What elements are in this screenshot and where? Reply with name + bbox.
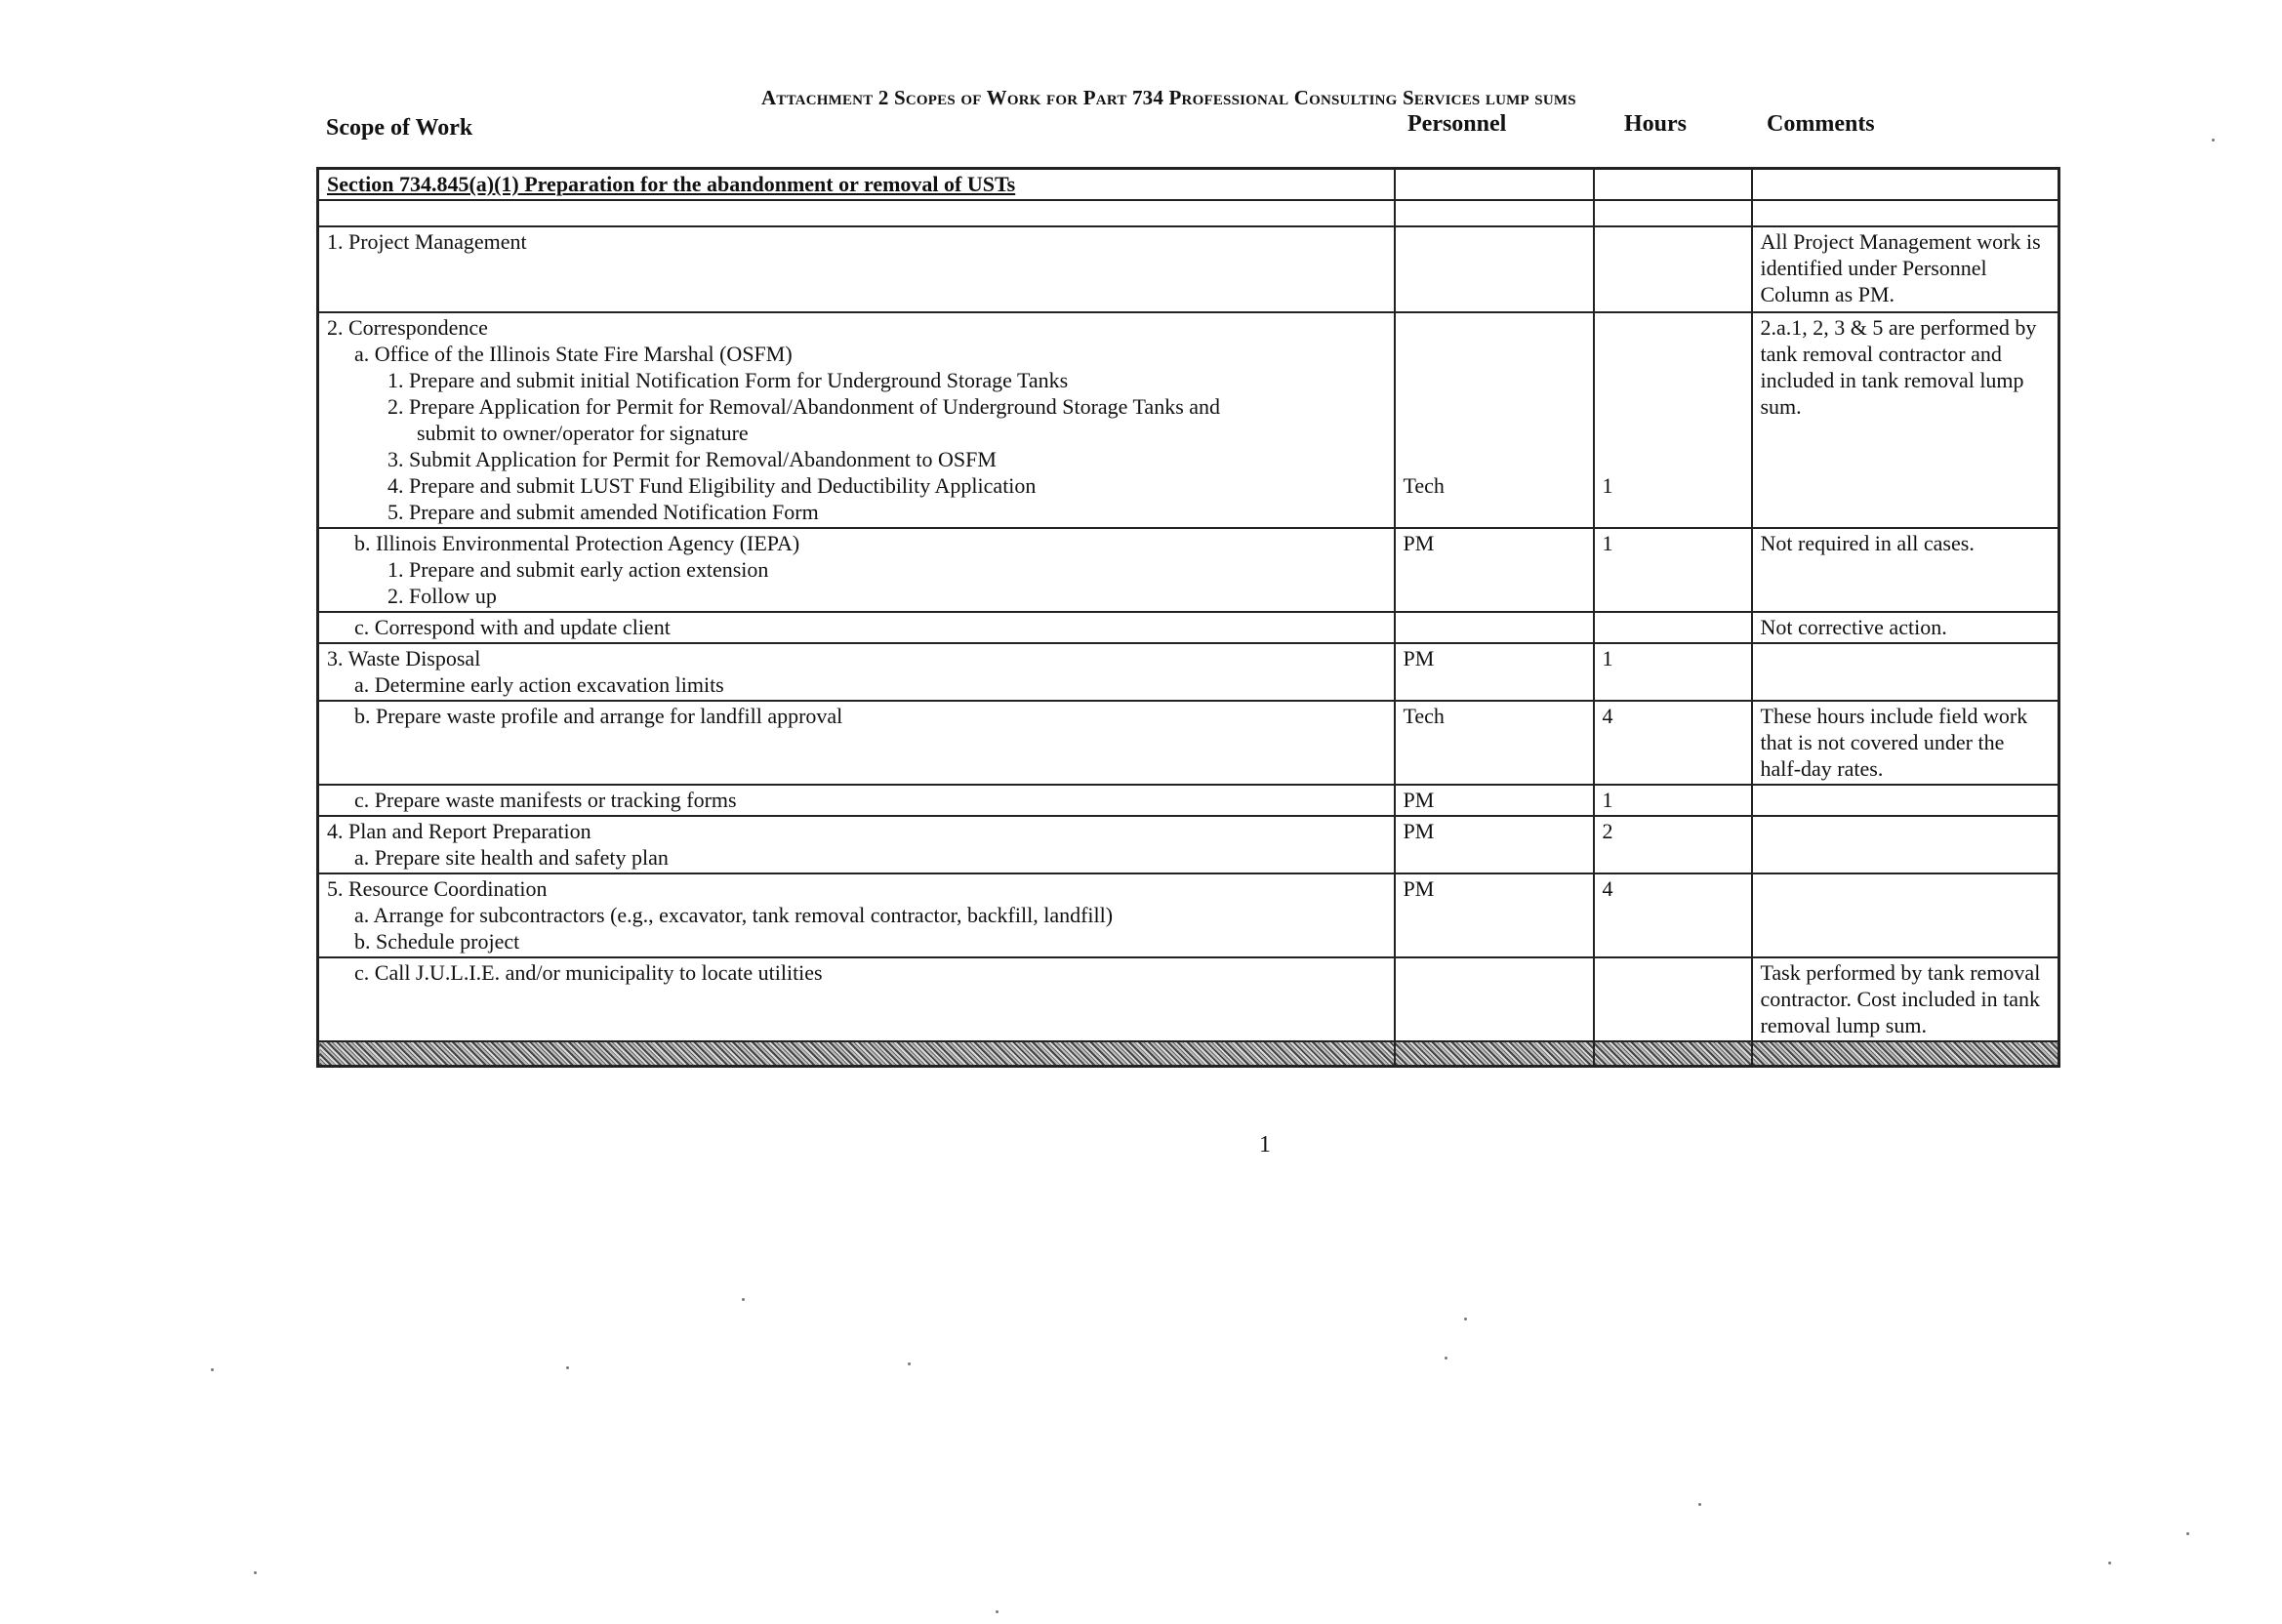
header-scope-of-work: Scope of Work: [326, 115, 473, 141]
table-row: [318, 226, 2059, 312]
personnel-cell: PM: [1395, 816, 1594, 873]
hours-cell: 4: [1594, 701, 1752, 785]
scope-line: 4. Plan and Report Preparation: [327, 819, 591, 843]
scope-line: 3. Waste Disposal: [327, 646, 481, 670]
comments-cell: Task performed by tank removal contractor. Cost included in tank removal lump sum.: [1752, 957, 2059, 1041]
scan-speck: [742, 1298, 745, 1301]
scope-line: 2. Prepare Application for Permit for Removal/Abandonment of Underground Storage Tanks and: [387, 394, 1221, 419]
table-row: [318, 312, 2059, 528]
table-row: [318, 701, 2059, 785]
scope-line: submit to owner/operator for signature: [417, 421, 749, 445]
scan-speck: [1698, 1503, 1701, 1506]
scope-line: 2. Follow up: [387, 584, 497, 608]
table-row: [318, 873, 2059, 957]
header-hours: Hours: [1624, 111, 1688, 137]
comments-cell: [1752, 816, 2059, 873]
document-title: Attachment 2 Scopes of Work for Part 734 Professional Consulting Services lump sums: [761, 86, 1576, 109]
header-comments: Comments: [1767, 111, 1875, 137]
hours-cell: [1594, 957, 1752, 1041]
hours-cell: 2: [1594, 816, 1752, 873]
scope-line: b. Prepare waste profile and arrange for landfill approval: [354, 704, 843, 728]
scope-line: 1. Project Management: [327, 229, 527, 254]
personnel-cell: PM: [1395, 785, 1594, 816]
comments-cell: Not corrective action.: [1752, 612, 2059, 643]
table-row: [318, 816, 2059, 873]
scan-speck: [1464, 1318, 1467, 1320]
scan-speck: [908, 1362, 911, 1365]
personnel-cell: [1395, 612, 1594, 643]
table-row: [318, 612, 2059, 643]
personnel-cell: PM: [1395, 873, 1594, 957]
scan-speck: [566, 1366, 569, 1369]
scope-line: b. Illinois Environmental Protection Agency (IEPA): [354, 531, 800, 555]
scan-speck: [2212, 139, 2215, 142]
table-row: [318, 643, 2059, 701]
hours-cell: 4: [1594, 873, 1752, 957]
scope-line: 3. Submit Application for Permit for Removal/Abandonment to OSFM: [387, 447, 997, 471]
scan-speck: [254, 1571, 257, 1574]
blank-row: [318, 200, 2059, 226]
personnel-cell: PM: [1395, 643, 1594, 701]
page-number: 1: [1259, 1132, 1271, 1157]
scope-line: a. Determine early action excavation limits: [354, 672, 724, 697]
comments-cell: [1752, 643, 2059, 701]
scan-speck: [996, 1610, 998, 1613]
scope-line: 5. Prepare and submit amended Notification Form: [387, 500, 819, 524]
scope-line: a. Prepare site health and safety plan: [354, 845, 669, 870]
personnel-cell: Tech: [1395, 312, 1594, 528]
scope-line: 2. Correspondence: [327, 315, 488, 340]
section-heading: Section 734.845(a)(1) Preparation for the abandonment or removal of USTs: [327, 172, 1016, 196]
scan-noise-band: [318, 1041, 2059, 1067]
scope-line: b. Schedule project: [354, 929, 520, 954]
comments-cell: These hours include field work that is not covered under the half-day rates.: [1752, 701, 2059, 785]
comments-cell: [1752, 785, 2059, 816]
personnel-cell: PM: [1395, 528, 1594, 612]
hours-cell: 1: [1594, 528, 1752, 612]
comments-cell: Not required in all cases.: [1752, 528, 2059, 612]
scan-speck: [2108, 1562, 2111, 1564]
scope-line: c. Call J.U.L.I.E. and/or municipality to locate utilities: [354, 960, 823, 985]
section-heading-row: [318, 169, 2059, 201]
scope-line: c. Correspond with and update client: [354, 615, 671, 639]
table-row: [318, 957, 2059, 1041]
scope-line: 1. Prepare and submit initial Notification Form for Underground Storage Tanks: [387, 368, 1069, 392]
scope-line: 1. Prepare and submit early action extension: [387, 557, 769, 582]
scan-speck: [2186, 1532, 2189, 1535]
scope-line: a. Office of the Illinois State Fire Marshal (OSFM): [354, 342, 793, 366]
scan-speck: [211, 1368, 214, 1371]
header-personnel: Personnel: [1407, 111, 1507, 137]
scope-line: 4. Prepare and submit LUST Fund Eligibility and Deductibility Application: [387, 473, 1037, 498]
scope-of-work-table: [316, 167, 2060, 1068]
scope-line: c. Prepare waste manifests or tracking forms: [354, 788, 737, 812]
table-row: [318, 528, 2059, 612]
hours-cell: [1594, 226, 1752, 312]
hours-cell: 1: [1594, 643, 1752, 701]
comments-cell: [1752, 873, 2059, 957]
personnel-cell: [1395, 226, 1594, 312]
scope-line: 5. Resource Coordination: [327, 876, 548, 901]
scan-speck: [1445, 1357, 1447, 1360]
comments-cell: All Project Management work is identified under Personnel Column as PM.: [1752, 226, 2059, 312]
hours-cell: 1: [1594, 312, 1752, 528]
personnel-cell: [1395, 957, 1594, 1041]
scope-line: a. Arrange for subcontractors (e.g., excavator, tank removal contractor, backfill, landfill): [354, 903, 1114, 927]
hours-cell: 1: [1594, 785, 1752, 816]
table-row: [318, 785, 2059, 816]
hours-cell: [1594, 612, 1752, 643]
personnel-cell: Tech: [1395, 701, 1594, 785]
comments-cell: 2.a.1, 2, 3 & 5 are performed by tank removal contractor and included in tank removal lump sum.: [1752, 312, 2059, 528]
